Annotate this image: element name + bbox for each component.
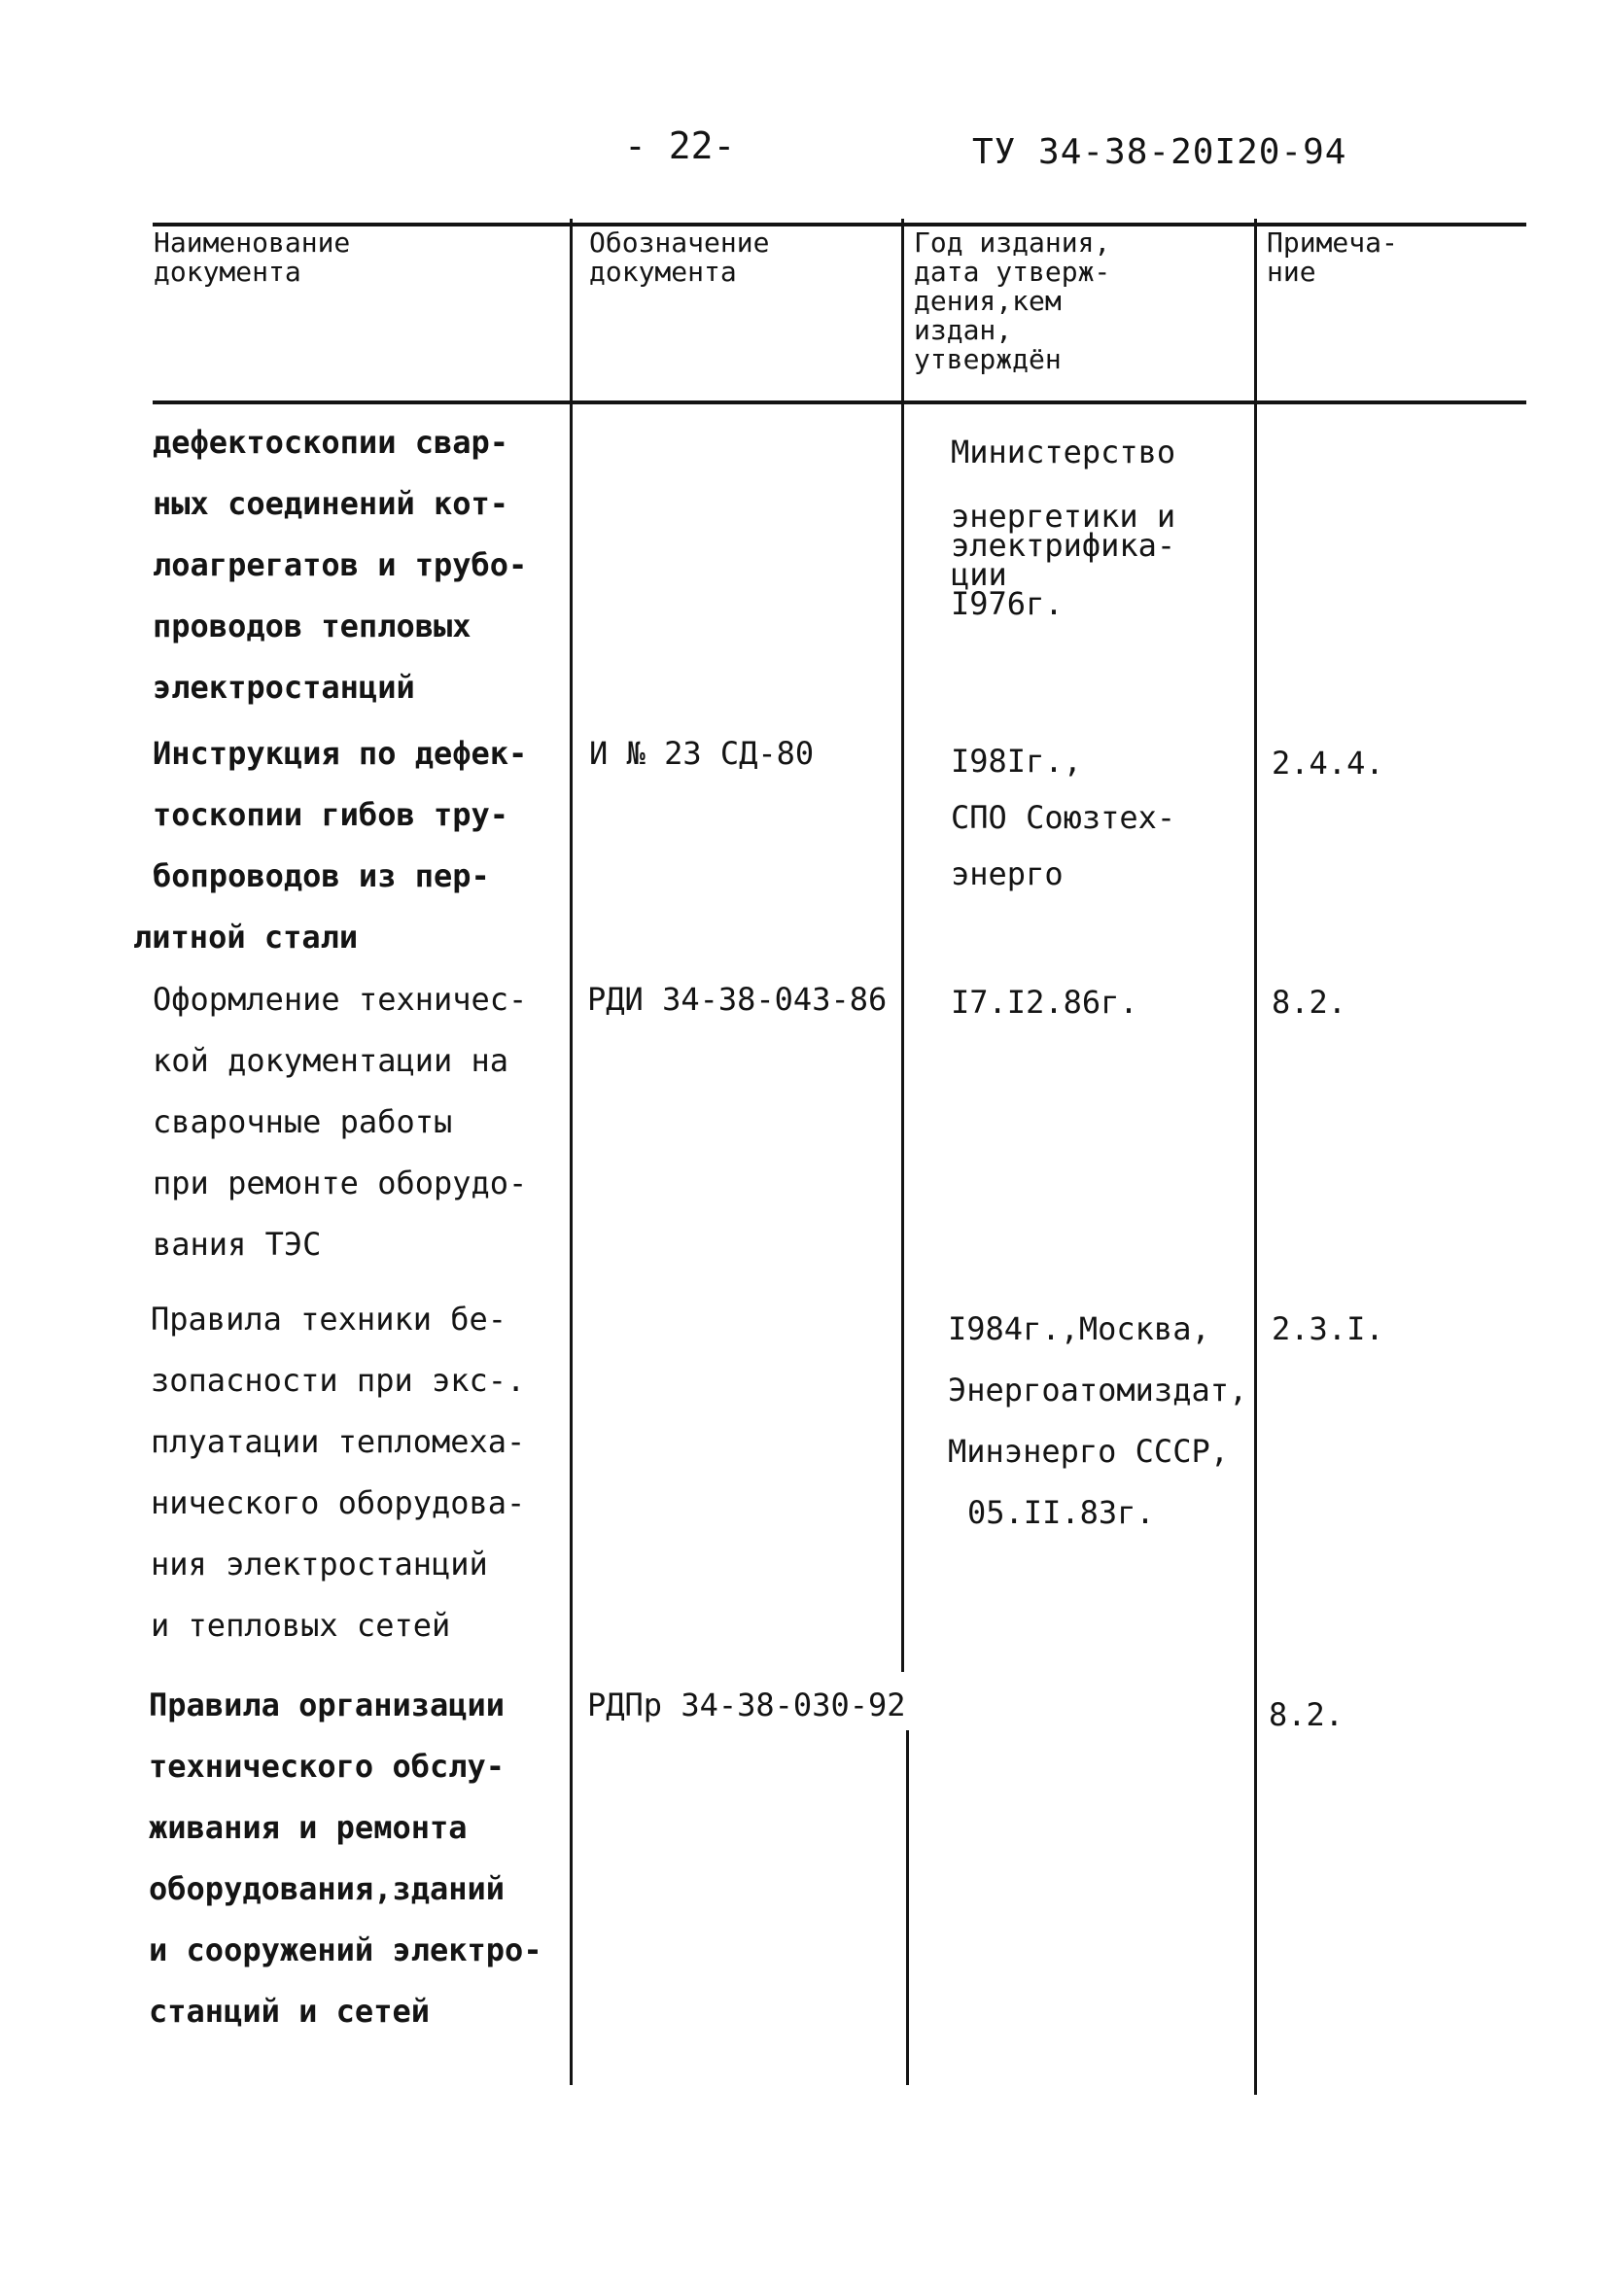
column-divider-2-lower xyxy=(906,1730,909,2085)
row-note: 2.4.4. xyxy=(1272,745,1384,782)
row-publication: I98Iг., СПО Союзтех- энерго xyxy=(951,743,1176,892)
column-divider-3 xyxy=(1254,219,1257,2095)
column-header-note: Примеча- ние xyxy=(1267,226,1398,288)
column-header-designation: Обозначение документа xyxy=(589,226,770,288)
column-divider-1 xyxy=(570,219,573,2085)
column-divider-2 xyxy=(901,219,904,1672)
row-document-name: дефектоскопии свар- ных соединений кот- лоагрегатов и трубо- проводов тепловых электростанций xyxy=(153,424,528,706)
row-publication-date: 05.II.83г. xyxy=(967,1494,1155,1531)
row-document-name: Правила организации технического обслу- живания и ремонта оборудования,зданий и сооружений электро- станций и сетей xyxy=(149,1687,542,2030)
row-designation: РДПр 34-38-030-92 xyxy=(587,1687,906,1723)
page-header xyxy=(0,124,1607,183)
column-header-name: Наименование документа xyxy=(154,226,351,288)
row-publication: энергетики и электрифика- ции I976г. xyxy=(951,498,1176,622)
page-number: - 22- xyxy=(624,124,736,167)
row-publication: Министерство xyxy=(951,434,1176,470)
row-publication: I7.I2.86г. xyxy=(951,984,1138,1021)
row-note: 8.2. xyxy=(1272,984,1347,1021)
row-note: 8.2. xyxy=(1269,1696,1345,1733)
row-designation: И № 23 СД-80 xyxy=(589,735,815,772)
column-header-publication: Год издания, дата утверж- дения,кем издан, утверждён xyxy=(914,226,1111,375)
row-designation: РДИ 34-38-043-86 xyxy=(587,981,888,1018)
document-code: ТУ 34-38-20I20-94 xyxy=(972,132,1347,172)
row-document-name: Оформление техничес- кой документации на сварочные работы при ремонте оборудо- вания ТЭС xyxy=(153,981,528,1263)
row-publication: I984г.,Москва, Энергоатомиздат, Минэнерго СССР, xyxy=(948,1310,1248,1470)
row-document-name: Инструкция по дефек- тоскопии гибов тру- бопроводов из пер- xyxy=(153,735,528,894)
table-header-rule xyxy=(153,400,1526,404)
row-document-name: Правила техники бе- зопасности при экс-. плуатации тепломеха- нического оборудова- ния электростанций и тепловых сетей xyxy=(151,1301,526,1644)
row-note: 2.3.I. xyxy=(1272,1310,1384,1347)
row-document-name-tail: литной стали xyxy=(133,919,359,956)
